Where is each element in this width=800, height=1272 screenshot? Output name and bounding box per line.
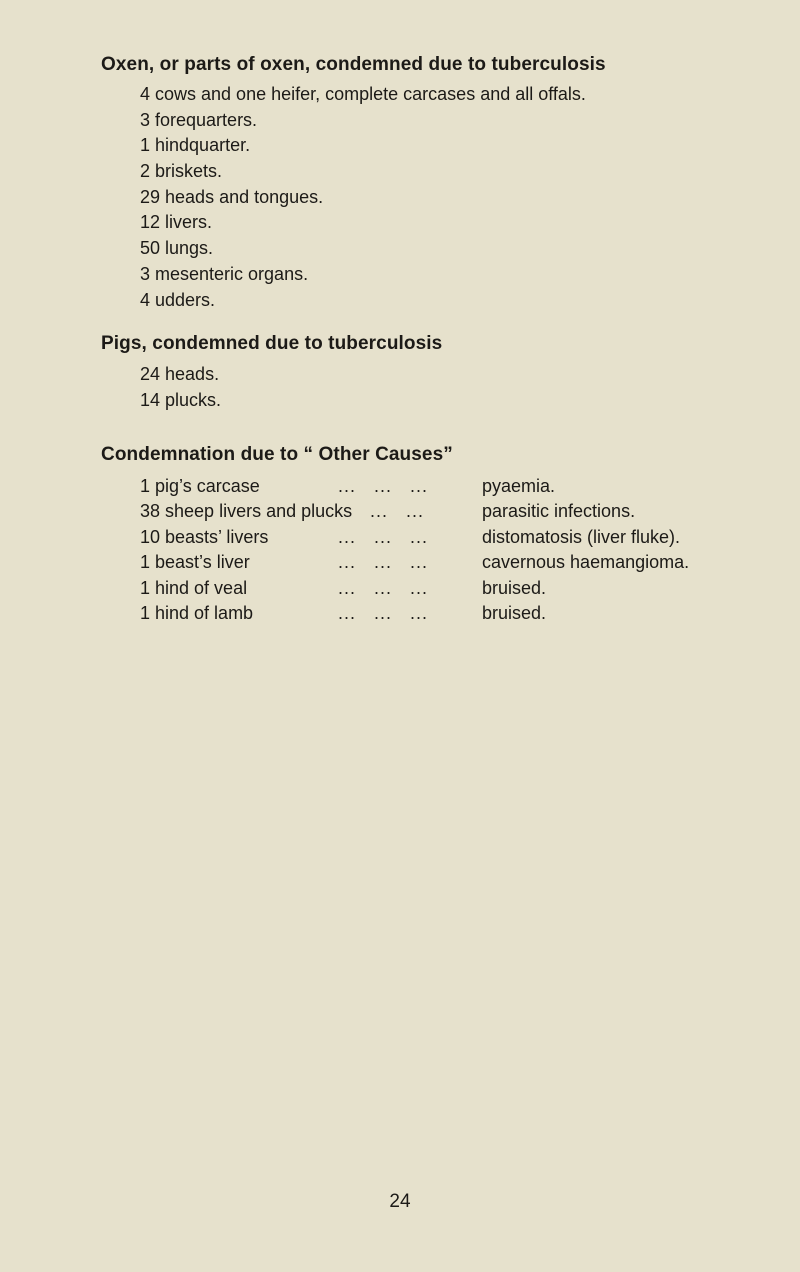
oxen-section-heading: Oxen, or parts of oxen, condemned due to tuberculosis	[101, 54, 606, 75]
condemned-item: 1 hind of lamb	[140, 602, 254, 623]
leader-dots: ... ... ...	[338, 552, 429, 573]
list-item: 50 lungs.	[140, 238, 214, 259]
list-item: 4 cows and one heifer, complete carcases and all offals.	[140, 84, 586, 104]
table-row	[140, 499, 760, 524]
table-row	[140, 550, 760, 575]
list-item: 3 forequarters.	[140, 109, 258, 130]
other-causes-section-heading: Condemnation due to “ Other Causes”	[101, 444, 453, 465]
condemnation-cause: bruised.	[482, 602, 547, 623]
condemned-item: 1 pig’s carcase	[140, 476, 260, 496]
table-row	[140, 576, 760, 601]
condemnation-cause: bruised.	[482, 577, 547, 598]
table-row	[140, 525, 760, 550]
table-row	[140, 601, 760, 626]
condemnation-cause: cavernous haemangioma.	[482, 552, 690, 573]
condemnation-cause: pyaemia.	[482, 476, 556, 496]
list-item: 12 livers.	[140, 212, 213, 233]
list-item: 3 mesenteric organs.	[140, 263, 309, 284]
pigs-list	[140, 362, 221, 413]
leader-dots: ... ... ...	[338, 602, 429, 623]
condemnation-cause: parasitic infections.	[482, 501, 636, 522]
list-item: 1 hindquarter.	[140, 135, 251, 156]
page-number: 24	[389, 1191, 411, 1212]
oxen-list	[140, 82, 586, 313]
condemned-item: 1 hind of veal	[140, 577, 248, 598]
list-item: 14 plucks.	[140, 389, 222, 410]
condemned-item: 1 beast’s liver	[140, 552, 250, 573]
list-item: 29 heads and tongues.	[140, 186, 324, 207]
leader-dots: ... ... ...	[338, 476, 429, 496]
table-row	[140, 474, 760, 499]
leader-dots: ... ... ...	[338, 526, 429, 547]
list-item: 24 heads.	[140, 364, 220, 384]
leader-dots: ... ...	[370, 501, 425, 522]
condemned-item: 10 beasts’ livers	[140, 526, 269, 547]
pigs-section-heading: Pigs, condemned due to tuberculosis	[101, 333, 443, 354]
leader-dots: ... ... ...	[338, 577, 429, 598]
condemned-item: 38 sheep livers and plucks	[140, 501, 353, 522]
other-causes-table	[140, 474, 760, 626]
list-item: 2 briskets.	[140, 161, 223, 182]
list-item: 4 udders.	[140, 289, 216, 310]
condemnation-cause: distomatosis (liver fluke).	[482, 526, 681, 547]
